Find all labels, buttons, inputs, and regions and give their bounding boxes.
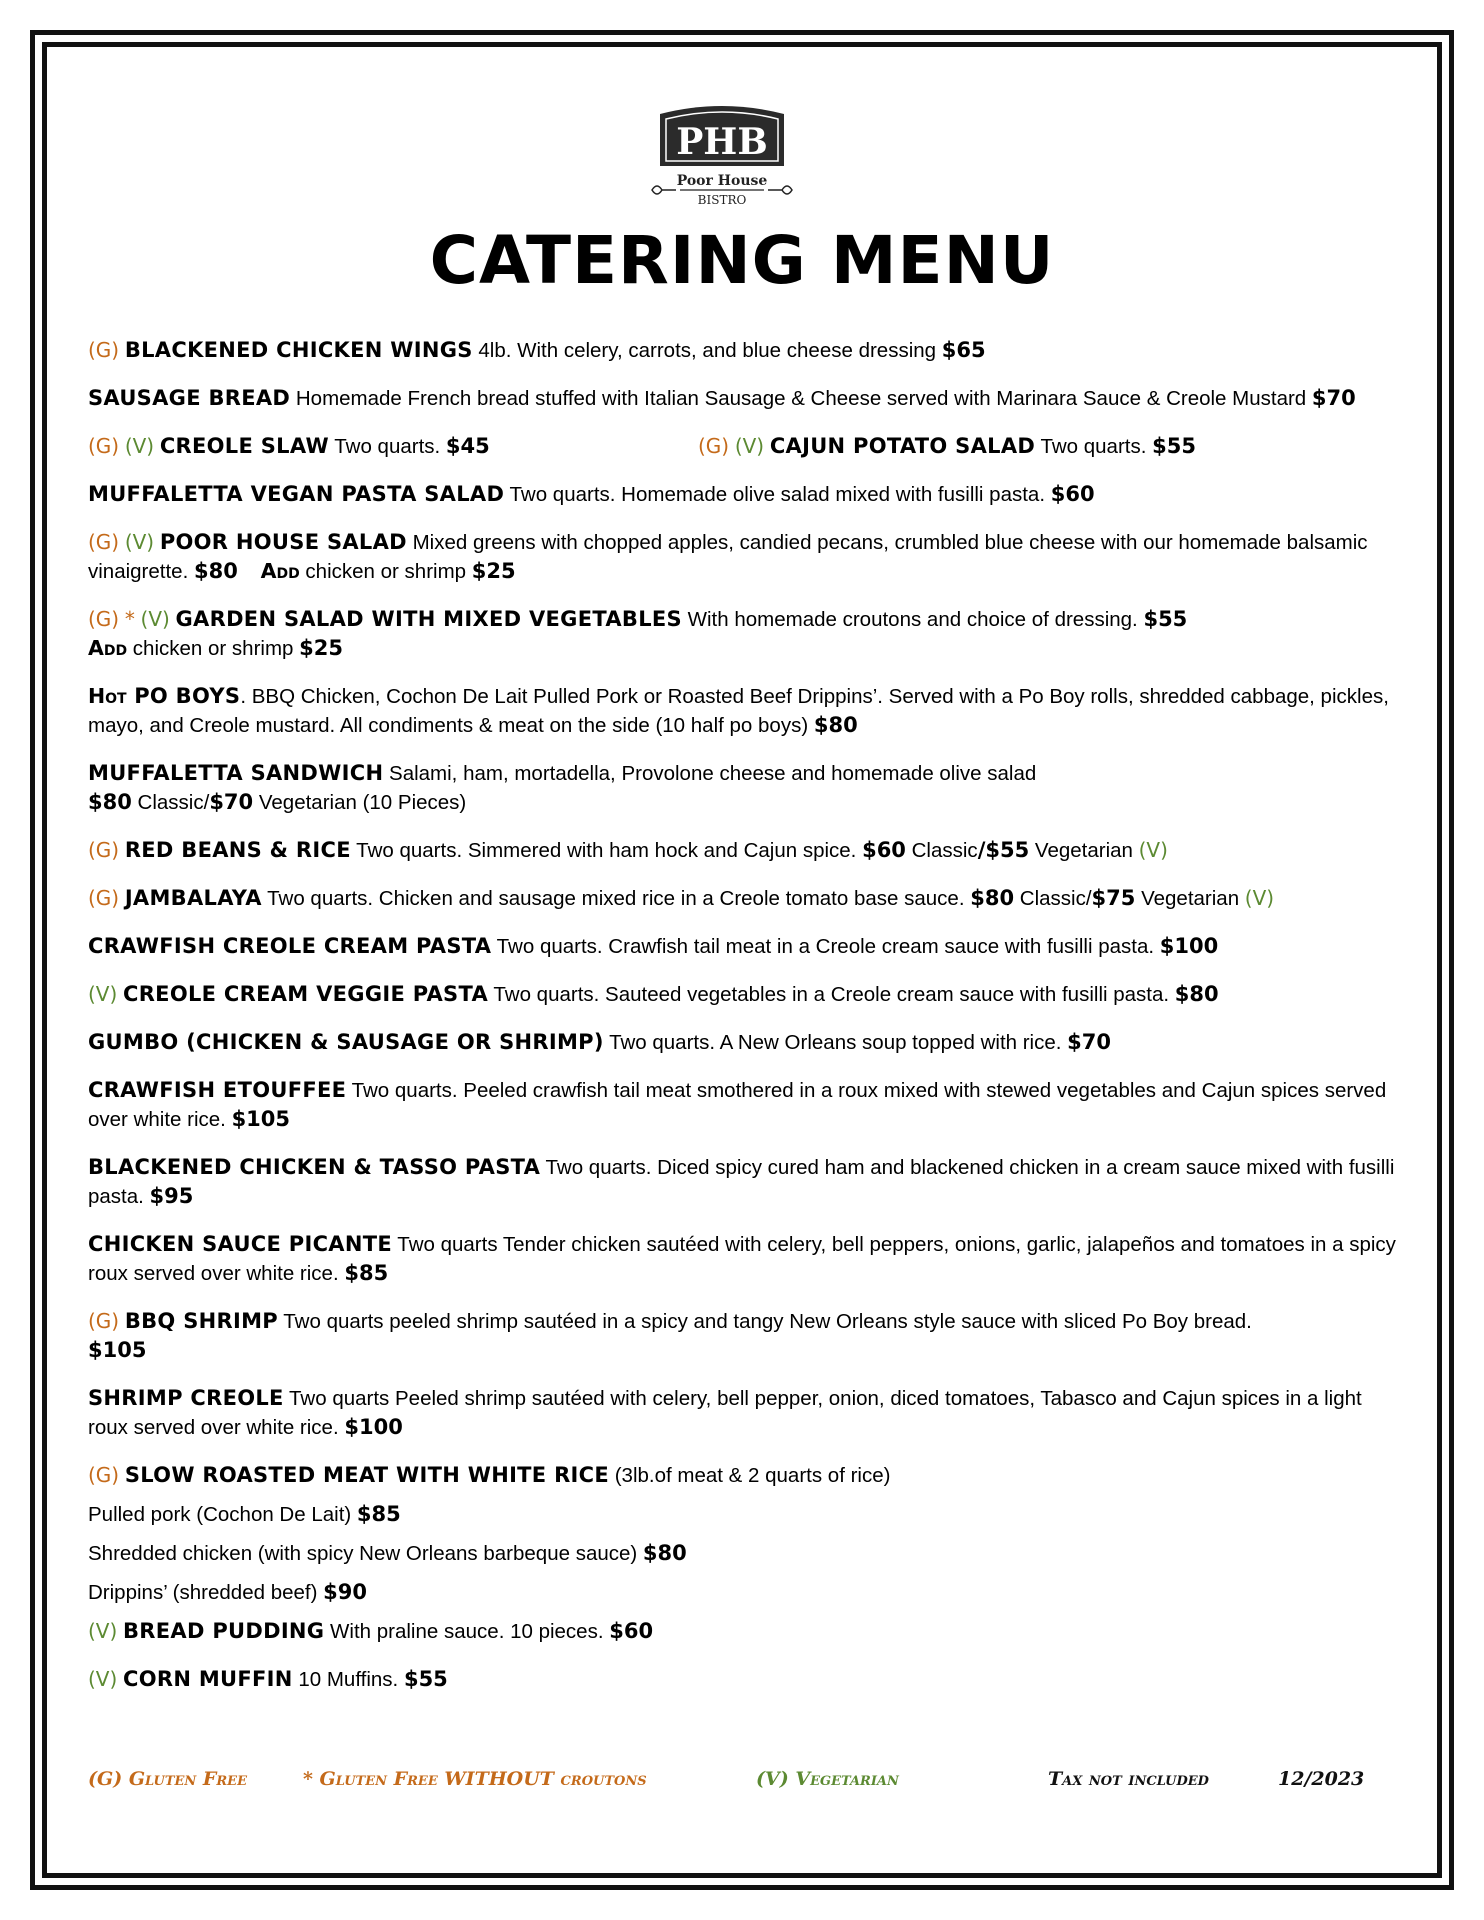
item-price-classic: $60 (862, 838, 906, 862)
menu-item-poor-house-salad (88, 528, 1398, 586)
add-desc: chicken or shrimp (127, 637, 300, 660)
gluten-free-tag: (G) (88, 886, 120, 910)
vegetarian-tag: (V) (1244, 886, 1275, 910)
item-desc: Two quarts. Homemade olive salad mixed with fusilli pasta. (504, 483, 1051, 506)
menu-item-sauce-picante (88, 1230, 1398, 1288)
legend-date: 12/2023 (1278, 1768, 1365, 1790)
price-label-vegetarian: Vegetarian (10 Pieces) (253, 791, 467, 814)
item-price: $105 (88, 1338, 147, 1362)
item-desc: With homemade croutons and choice of dressing. (681, 608, 1144, 631)
menu-list (88, 336, 1398, 1713)
item-price: $80 (1174, 982, 1219, 1006)
item-name: JAMBALAYA (124, 886, 262, 910)
vegetarian-tag: (V) (124, 434, 155, 458)
add-label: Add (88, 636, 128, 660)
item-desc: (3lb.of meat & 2 quarts of rice) (609, 1464, 891, 1487)
item-desc: Two quarts. (328, 435, 446, 458)
item-price-vegetarian: $75 (1091, 886, 1136, 910)
option-label: Drippins’ (shredded beef) (88, 1581, 324, 1604)
menu-item-gumbo (88, 1028, 1398, 1057)
item-desc: . BBQ Chicken, Cochon De Lait Pulled Pork or Roasted Beef Drippins’. Served with a Po Boy rolls, shredded cabbage, pickles, mayo, and Creole mustard. All condiments & meat on the side (10 half po boys) (88, 685, 1389, 737)
item-price-vegetarian: $70 (209, 790, 254, 814)
item-price: $45 (445, 434, 490, 458)
item-price-classic: $80 (88, 790, 132, 814)
price-separator: / (977, 838, 986, 862)
price-label-classic: Classic/ (1014, 887, 1092, 910)
menu-item-jambalaya (88, 884, 1398, 913)
vegetarian-tag: (V) (1138, 838, 1168, 862)
item-name: CAJUN POTATO SALAD (769, 434, 1036, 458)
item-desc: Two quarts Tender chicken sautéed with celery, bell peppers, onions, garlic, jalapeños and tomatoes in a spicy roux served over white rice. (88, 1233, 1396, 1285)
item-price: $85 (344, 1261, 389, 1285)
vegetarian-tag: (V) (88, 1619, 118, 1643)
item-name: CREOLE CREAM VEGGIE PASTA (123, 982, 489, 1006)
menu-item-bread-pudding (88, 1617, 1398, 1646)
logo-name: Poor House (676, 173, 768, 189)
option-label: Shredded chicken (with spicy New Orleans barbeque sauce) (88, 1542, 643, 1565)
option-price: $90 (323, 1580, 367, 1604)
gluten-free-tag: (G) (88, 434, 120, 458)
item-desc: Two quarts. A New Orleans soup topped with rice. (603, 1031, 1068, 1054)
page-title: CATERING MENU (429, 222, 1055, 299)
price-label-classic: Classic (905, 839, 978, 862)
gluten-free-tag: (G) (88, 1309, 120, 1333)
menu-item-muffaletta-pasta-salad (88, 480, 1398, 509)
gluten-free-tag: (G) (698, 434, 730, 458)
gluten-free-tag: (G) (88, 838, 120, 862)
menu-item-etouffee (88, 1076, 1398, 1134)
item-name: PO BOYS (126, 684, 241, 708)
item-desc: Two quarts. (1035, 435, 1153, 458)
item-price: $95 (149, 1184, 194, 1208)
item-name: CRAWFISH CREOLE CREAM PASTA (88, 934, 492, 958)
item-desc: Two quarts. Crawfish tail meat in a Creole cream sauce with fusilli pasta. (491, 935, 1160, 958)
add-price: $25 (299, 636, 343, 660)
item-price: $60 (1050, 482, 1095, 506)
item-name: BREAD PUDDING (123, 1619, 325, 1643)
item-desc: Two quarts. Chicken and sausage mixed rice in a Creole tomato base sauce. (261, 887, 971, 910)
item-desc: Two quarts Peeled shrimp sautéed with celery, bell pepper, onion, diced tomatoes, Tabasco and Cajun spices in a light roux served over white rice. (88, 1387, 1362, 1439)
legend-gluten-free: (G) Gluten Free (88, 1768, 248, 1790)
menu-item-cajun-potato-salad (698, 432, 1196, 461)
menu-option-shredded-chicken (88, 1539, 1398, 1568)
item-price: $70 (1067, 1030, 1112, 1054)
menu-item-bbq-shrimp (88, 1307, 1398, 1365)
option-price: $85 (356, 1502, 401, 1526)
item-name: GARDEN SALAD WITH MIXED VEGETABLES (175, 607, 682, 631)
item-desc: Two quarts. Diced spicy cured ham and blackened chicken in a cream sauce mixed with fusilli pasta. (88, 1156, 1395, 1208)
gluten-free-tag: (G) (88, 607, 120, 631)
menu-row-slaw-potato (88, 432, 1398, 461)
croutons-star-tag: * (124, 607, 135, 631)
item-desc: Homemade French bread stuffed with Italian Sausage & Cheese served with Marinara Sauce & Creole Mustard (290, 387, 1312, 410)
add-label: Add (260, 559, 300, 583)
item-price-vegetarian: $55 (985, 838, 1030, 862)
item-price: $100 (344, 1415, 403, 1439)
item-desc: With praline sauce. 10 pieces. (324, 1620, 610, 1643)
add-desc: chicken or shrimp (299, 560, 472, 583)
menu-item-creole-slaw (88, 432, 490, 461)
menu-item-shrimp-creole (88, 1384, 1398, 1442)
menu-option-drippins (88, 1578, 1398, 1607)
item-price: $100 (1159, 934, 1219, 958)
menu-item-crawfish-pasta (88, 932, 1398, 961)
item-name: GUMBO (CHICKEN & SAUSAGE OR SHRIMP) (88, 1030, 604, 1054)
item-name: CORN MUFFIN (123, 1667, 293, 1691)
item-name: CRAWFISH ETOUFFEE (88, 1078, 347, 1102)
item-desc: Two quarts peeled shrimp sautéed in a spicy and tangy New Orleans style sauce with sliced Po Boy bread. (277, 1310, 1252, 1333)
menu-item-slow-roasted (88, 1461, 1398, 1490)
item-name: CREOLE SLAW (159, 434, 329, 458)
logo-letters: PHB (676, 121, 768, 163)
legend-gluten-free-without-croutons: * Gluten Free WITHOUT croutons (303, 1768, 647, 1790)
menu-item-red-beans (88, 836, 1398, 865)
item-price: $55 (403, 1667, 448, 1691)
item-name: BLACKENED CHICKEN WINGS (124, 338, 473, 362)
legend (88, 1768, 1388, 1798)
item-desc: Two quarts. Sauteed vegetables in a Creole cream sauce with fusilli pasta. (488, 983, 1175, 1006)
phb-logo (642, 100, 802, 212)
item-price: $70 (1311, 386, 1356, 410)
menu-item-corn-muffin (88, 1665, 1398, 1694)
add-price: $25 (471, 559, 516, 583)
menu-item-muffaletta-sandwich (88, 759, 1398, 817)
vegetarian-tag: (V) (734, 434, 765, 458)
gluten-free-tag: (G) (88, 530, 120, 554)
price-label-classic: Classic/ (131, 791, 210, 814)
menu-item-po-boys (88, 682, 1398, 740)
price-label-vegetarian: Vegetarian (1029, 839, 1139, 862)
legend-vegetarian: (V) Vegetarian (756, 1768, 899, 1790)
item-name: RED BEANS & RICE (124, 838, 351, 862)
menu-item-veggie-pasta (88, 980, 1398, 1009)
item-name: BBQ SHRIMP (124, 1309, 278, 1333)
item-desc: Two quarts. Simmered with ham hock and Cajun spice. (350, 839, 863, 862)
menu-item-wings (88, 336, 1398, 365)
item-price: $55 (1152, 434, 1196, 458)
option-label: Pulled pork (Cochon De Lait) (88, 1503, 357, 1526)
item-price: $105 (231, 1107, 291, 1131)
vegetarian-tag: (V) (88, 1667, 118, 1691)
option-price: $80 (642, 1541, 687, 1565)
item-price: $65 (941, 338, 986, 362)
item-name: POOR HOUSE SALAD (159, 530, 407, 554)
item-price: $80 (193, 559, 238, 583)
item-name: MUFFALETTA VEGAN PASTA SALAD (88, 482, 505, 506)
menu-item-tasso-pasta (88, 1153, 1398, 1211)
item-desc: 10 Muffins. (292, 1668, 404, 1691)
item-name: BLACKENED CHICKEN & TASSO PASTA (88, 1155, 541, 1179)
logo-sub: BISTRO (697, 193, 747, 207)
item-name: SLOW ROASTED MEAT WITH WHITE RICE (124, 1463, 610, 1487)
item-desc: 4lb. With celery, carrots, and blue cheese dressing (472, 339, 942, 362)
item-name: MUFFALETTA SANDWICH (88, 761, 384, 785)
item-name: SHRIMP CREOLE (88, 1386, 284, 1410)
menu-item-garden-salad (88, 605, 1398, 663)
gluten-free-tag: (G) (88, 1463, 120, 1487)
price-label-vegetarian: Vegetarian (1135, 887, 1245, 910)
item-name: CHICKEN SAUCE PICANTE (88, 1232, 392, 1256)
item-name-prefix: Hot (88, 684, 127, 708)
item-price: $55 (1143, 607, 1188, 631)
item-desc: Two quarts. Peeled crawfish tail meat smothered in a roux mixed with stewed vegetables and Cajun spices served over white rice. (88, 1079, 1387, 1131)
item-desc: Mixed greens with chopped apples, candied pecans, crumbled blue cheese with our homemade balsamic vinaigrette. (88, 531, 1368, 583)
item-price-classic: $80 (970, 886, 1015, 910)
legend-tax-note: Tax not included (1048, 1768, 1209, 1790)
gluten-free-tag: (G) (88, 338, 120, 362)
item-price: $80 (813, 713, 858, 737)
vegetarian-tag: (V) (140, 607, 170, 631)
item-price: $60 (609, 1619, 654, 1643)
item-desc: Salami, ham, mortadella, Provolone cheese and homemade olive salad (383, 762, 1037, 785)
vegetarian-tag: (V) (88, 982, 118, 1006)
menu-option-pulled-pork (88, 1500, 1398, 1529)
item-name: SAUSAGE BREAD (88, 386, 291, 410)
vegetarian-tag: (V) (124, 530, 155, 554)
menu-item-sausage-bread (88, 384, 1398, 413)
